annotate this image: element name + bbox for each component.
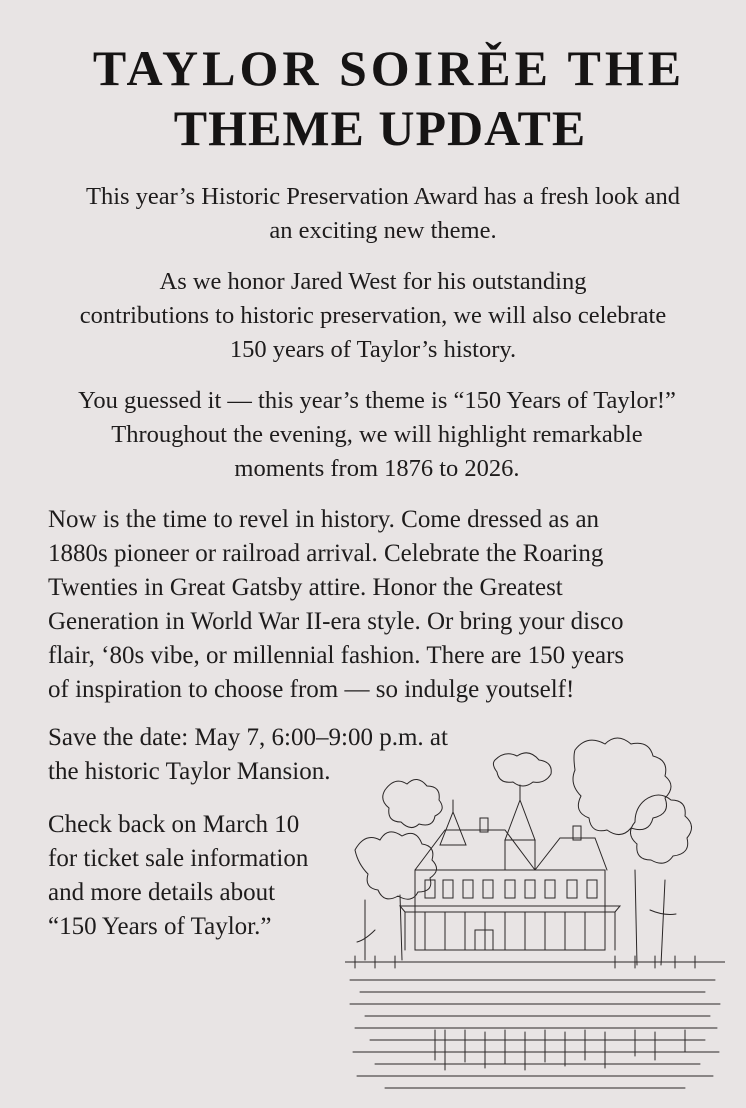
intro-line: an exciting new theme. — [269, 217, 497, 244]
intro-line: This year’s Historic Preservation Award has a fresh look and — [86, 183, 680, 210]
page-title — [0, 38, 746, 158]
title-line-2: THEME UPDATE — [173, 100, 587, 156]
attire-line: Generation in World War II-era style. Or bring your disco — [48, 608, 624, 635]
honor-paragraph — [0, 265, 746, 367]
theme-line: You guessed it — this year’s theme is “150 Years of Taylor!” — [78, 387, 676, 414]
attire-line: Twenties in Great Gatsby attire. Honor the Greatest — [48, 574, 563, 601]
mansion-sketch-icon — [345, 730, 725, 1100]
tickets-line: “150 Years of Taylor.” — [48, 913, 272, 940]
attire-paragraph — [48, 503, 738, 707]
attire-line: 1880s pioneer or railroad arrival. Celebrate the Roaring — [48, 540, 604, 567]
tickets-line: Check back on March 10 — [48, 811, 300, 838]
attire-line: of inspiration to choose from — so indulge youtself! — [48, 676, 575, 703]
save-date-line: the historic Taylor Mansion. — [48, 758, 331, 785]
theme-paragraph — [0, 384, 746, 486]
theme-line: moments from 1876 to 2026. — [234, 455, 520, 482]
save-date-line: Save the date: May 7, 6:00–9:00 p.m. at — [48, 724, 448, 751]
honor-line: As we honor Jared West for his outstanding — [159, 268, 587, 295]
title-line-1: TAYLOR SOIRĚE THE — [92, 40, 686, 96]
honor-line: contributions to historic preservation, we will also celebrate — [79, 302, 667, 329]
tickets-paragraph — [48, 808, 358, 944]
attire-line: flair, ‘80s vibe, or millennial fashion. There are 150 years — [48, 642, 625, 669]
attire-line: Now is the time to revel in history. Come dressed as an — [48, 506, 600, 533]
theme-line: Throughout the evening, we will highlight remarkable — [111, 421, 643, 448]
tickets-line: and more details about — [48, 879, 276, 906]
honor-line: 150 years of Taylor’s history. — [229, 336, 517, 363]
tickets-line: for ticket sale information — [48, 845, 309, 872]
intro-paragraph — [0, 180, 746, 248]
